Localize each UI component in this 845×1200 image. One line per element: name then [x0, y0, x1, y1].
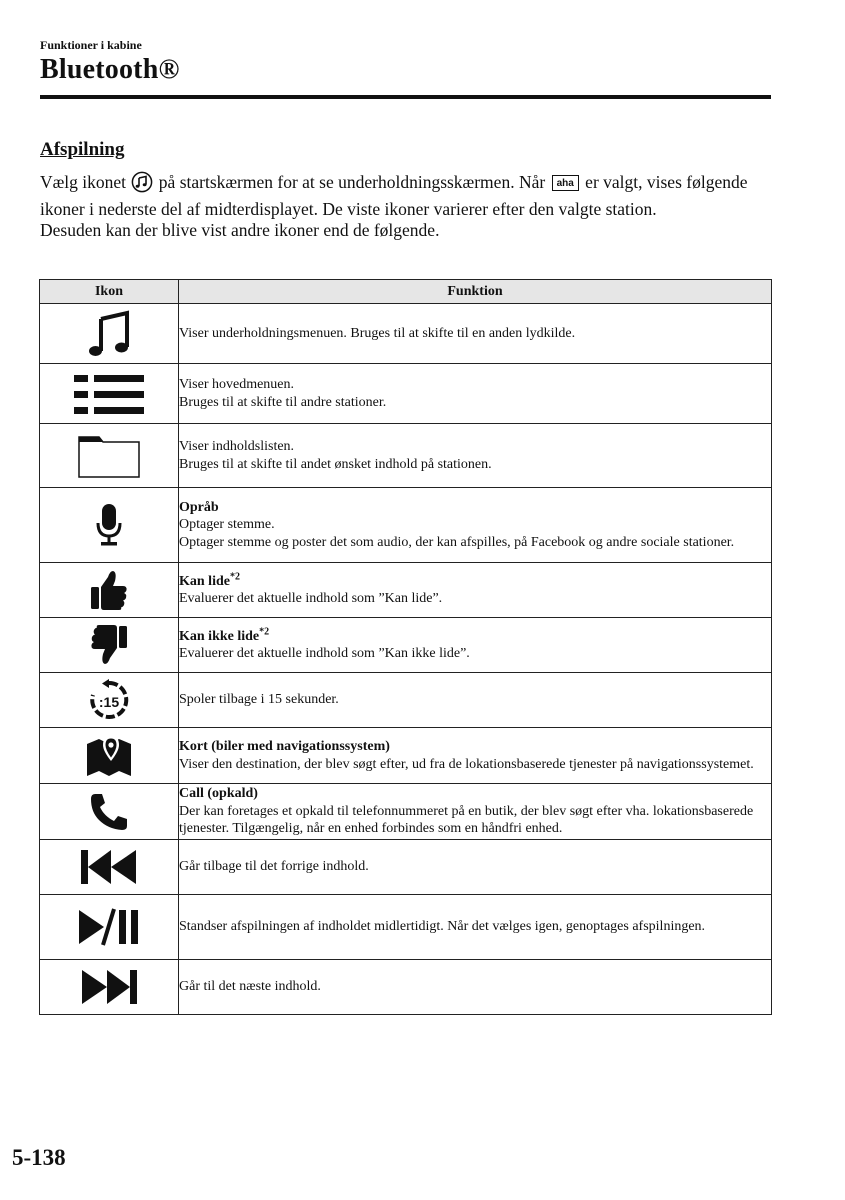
function-line: Bruges til at skifte til andre stationer.: [179, 394, 387, 410]
function-line: Bruges til at skifte til andet ønsket indhold på stationen.: [179, 456, 492, 472]
function-cell: [179, 784, 772, 840]
footnote-marker: *2: [259, 625, 270, 637]
skip-back-icon: [80, 849, 138, 885]
function-title-text: Kan lide: [179, 573, 230, 589]
function-line: Viser hovedmenuen.: [179, 377, 295, 392]
icon-cell: [40, 673, 179, 728]
function-cell: [179, 488, 772, 563]
intro-text-after: er valgt, vises følgende ikoner i nederste del af midterdisplayet. De viste ikoner varierer efter den valgte station.: [40, 172, 748, 219]
play-pause-icon: [78, 907, 140, 947]
list-icon: [74, 373, 144, 415]
function-cell: [179, 728, 772, 784]
function-title-text: Kan ikke lide: [179, 628, 260, 644]
table-row: [40, 563, 772, 618]
table-row: [40, 304, 772, 364]
function-cell: [179, 304, 772, 364]
table-row: [40, 364, 772, 424]
function-cell: [179, 840, 772, 895]
table-header-row: [40, 280, 772, 304]
icon-cell: [40, 304, 179, 364]
rewind-15-label: :15: [98, 694, 120, 710]
function-line: Optager stemme.: [179, 517, 275, 533]
rewind-15-icon: [88, 679, 130, 721]
aha-icon: aha: [552, 175, 579, 191]
icon-cell: [40, 488, 179, 563]
function-line: Optager stemme og poster det som audio, der kan afspilles, på Facebook og andre sociale stationer.: [179, 534, 735, 550]
function-line: Viser indholdslisten.: [179, 439, 295, 454]
table-row: [40, 728, 772, 784]
function-line: Viser den destination, der blev søgt efter, ud fra de lokationsbaserede tjenester på navigationssystemet.: [179, 756, 754, 772]
phone-icon: [89, 792, 129, 832]
function-title: Opråb: [179, 499, 219, 515]
function-cell: [179, 895, 772, 960]
column-header-icon: Ikon: [40, 280, 179, 304]
icon-cell: [40, 618, 179, 673]
function-title: Kort (biler med navigationssystem): [179, 739, 390, 754]
function-title: Call (opkald): [179, 786, 258, 802]
music-note-icon: [87, 310, 131, 358]
function-cell: [179, 424, 772, 488]
function-cell: [179, 618, 772, 673]
icon-cell: [40, 960, 179, 1015]
table-row: [40, 673, 772, 728]
function-line: Går til det næste indhold.: [179, 979, 321, 995]
icon-cell: [40, 784, 179, 840]
intro-text-middle: på startskærmen for at se underholdningsskærmen. Når: [158, 172, 546, 192]
icon-cell: [40, 728, 179, 784]
page-title: Bluetooth®: [40, 54, 180, 85]
function-line: Viser underholdningsmenuen. Bruges til at skifte til en anden lydkilde.: [179, 325, 576, 341]
footnote-marker: *2: [229, 570, 240, 582]
table-row: [40, 960, 772, 1015]
function-cell: [179, 563, 772, 618]
map-pin-icon: [85, 734, 133, 778]
function-cell: [179, 364, 772, 424]
intro-paragraph-2: Desuden kan der blive vist andre ikoner end de følgende.: [40, 220, 440, 240]
folder-icon: [77, 433, 141, 479]
thumbs-up-icon: [90, 569, 128, 611]
table-row: [40, 488, 772, 563]
microphone-icon: [96, 503, 122, 547]
icon-cell: [40, 563, 179, 618]
table-row: [40, 618, 772, 673]
icon-function-table: [39, 279, 772, 1015]
function-cell: [179, 673, 772, 728]
function-line: Evaluerer det aktuelle indhold som ”Kan ikke lide”.: [179, 646, 470, 661]
table-row: [40, 784, 772, 840]
icon-cell: [40, 424, 179, 488]
function-line: Standser afspilningen af indholdet midlertidigt. Når det vælges igen, genoptages afspilningen.: [179, 919, 706, 935]
function-cell: [179, 960, 772, 1015]
section-label: Funktioner i kabine: [40, 38, 142, 52]
page-number: 5-138: [12, 1145, 66, 1170]
title-divider: [40, 95, 771, 99]
intro-text-before: Vælg ikonet: [40, 172, 127, 192]
function-title: [179, 570, 771, 591]
icon-cell: [40, 840, 179, 895]
intro-text: [40, 171, 775, 242]
function-line: Der kan foretages et opkald til telefonnummeret på en butik, der blev søgt efter vha. lokationsbaserede tjenester. Tilgængelig, når en enhed forbindes som en håndfri enhed.: [179, 803, 754, 837]
skip-forward-icon: [80, 969, 138, 1005]
function-line: Går tilbage til det forrige indhold.: [179, 859, 369, 875]
table-row: [40, 840, 772, 895]
function-title: [179, 625, 771, 646]
function-line: Spoler tilbage i 15 sekunder.: [179, 692, 339, 708]
icon-cell: [40, 895, 179, 960]
table-row: [40, 424, 772, 488]
icon-cell: [40, 364, 179, 424]
subheading: Afspilning: [40, 139, 125, 160]
music-circle-icon: [131, 171, 153, 199]
table-row: [40, 895, 772, 960]
function-line: Evaluerer det aktuelle indhold som ”Kan lide”.: [179, 591, 443, 606]
column-header-function: Funktion: [179, 280, 772, 304]
thumbs-down-icon: [90, 624, 128, 666]
intro-paragraph-1: [40, 171, 775, 220]
